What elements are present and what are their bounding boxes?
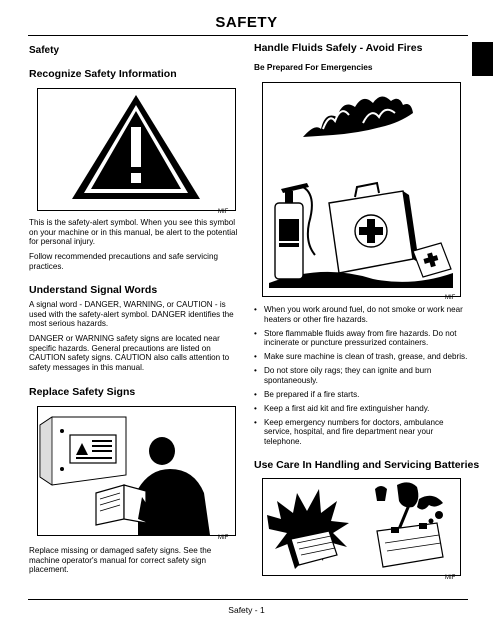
figure-battery-handling	[262, 478, 461, 576]
heading-handling-batteries: Use Care In Handling and Servicing Batteries	[254, 459, 480, 471]
paragraph: A signal word - DANGER, WARNING, or CAUTION - is used with the safety-alert symbol. DANGER identifies the most serious hazards.	[29, 300, 234, 329]
paragraph: Follow recommended precautions and safe servicing practices.	[29, 252, 218, 271]
figure-safety-alert-symbol	[37, 88, 236, 211]
section-thumb-tab	[472, 42, 493, 76]
page-footer: Safety - 1	[228, 605, 265, 615]
list-item: • Be prepared if a fire starts.	[254, 390, 472, 400]
person-reading-manual-illustration	[38, 407, 235, 535]
heading-understand-signal-words: Understand Signal Words	[29, 284, 158, 296]
fire-extinguisher-first-aid-illustration	[263, 83, 460, 296]
figure-replace-safety-signs	[37, 406, 236, 536]
list-item: • Do not store oily rags; they can ignite and burn spontaneously.	[254, 366, 472, 385]
subheading-be-prepared: Be Prepared For Emergencies	[254, 62, 373, 72]
figure-fire-extinguisher-first-aid	[262, 82, 461, 297]
figure-label: MIF	[445, 575, 456, 581]
battery-explosion-illustration	[263, 479, 460, 575]
list-item: • Make sure machine is clean of trash, grease, and debris.	[254, 352, 472, 362]
heading-recognize-safety-information: Recognize Safety Information	[29, 68, 177, 80]
section-heading-safety: Safety	[29, 45, 60, 56]
list-item: • When you work around fuel, do not smoke or work near heaters or other fire hazards.	[254, 305, 472, 324]
footer-rule	[28, 599, 468, 600]
paragraph: This is the safety-alert symbol. When you see this symbol on your machine or in this manual, be alert to the potential for personal injury.	[29, 218, 238, 247]
figure-label: MIF	[445, 295, 456, 301]
list-item: • Keep a first aid kit and fire extinguisher handy.	[254, 404, 472, 414]
list-item: • Keep emergency numbers for doctors, ambulance service, hospital, and fire department near your telephone.	[254, 418, 472, 447]
fire-safety-bullet-list	[254, 305, 472, 451]
paragraph: DANGER or WARNING safety signs are located near specific hazards. General precautions are listed on CAUTION safety signs. CAUTION also calls attention to safety messages in this manual.	[29, 334, 230, 372]
heading-handle-fluids-safely: Handle Fluids Safely - Avoid Fires	[254, 42, 423, 54]
figure-label: MIF	[218, 209, 229, 215]
page-title: SAFETY	[215, 14, 278, 31]
safety-alert-triangle-icon	[38, 89, 235, 210]
header-rule	[28, 35, 468, 36]
list-item: • Store flammable fluids away from fire hazards. Do not incinerate or puncture pressurized containers.	[254, 329, 472, 348]
figure-label: MIF	[218, 535, 229, 541]
heading-replace-safety-signs: Replace Safety Signs	[29, 386, 136, 398]
paragraph: Replace missing or damaged safety signs. See the machine operator's manual for correct safety sign placement.	[29, 546, 212, 575]
